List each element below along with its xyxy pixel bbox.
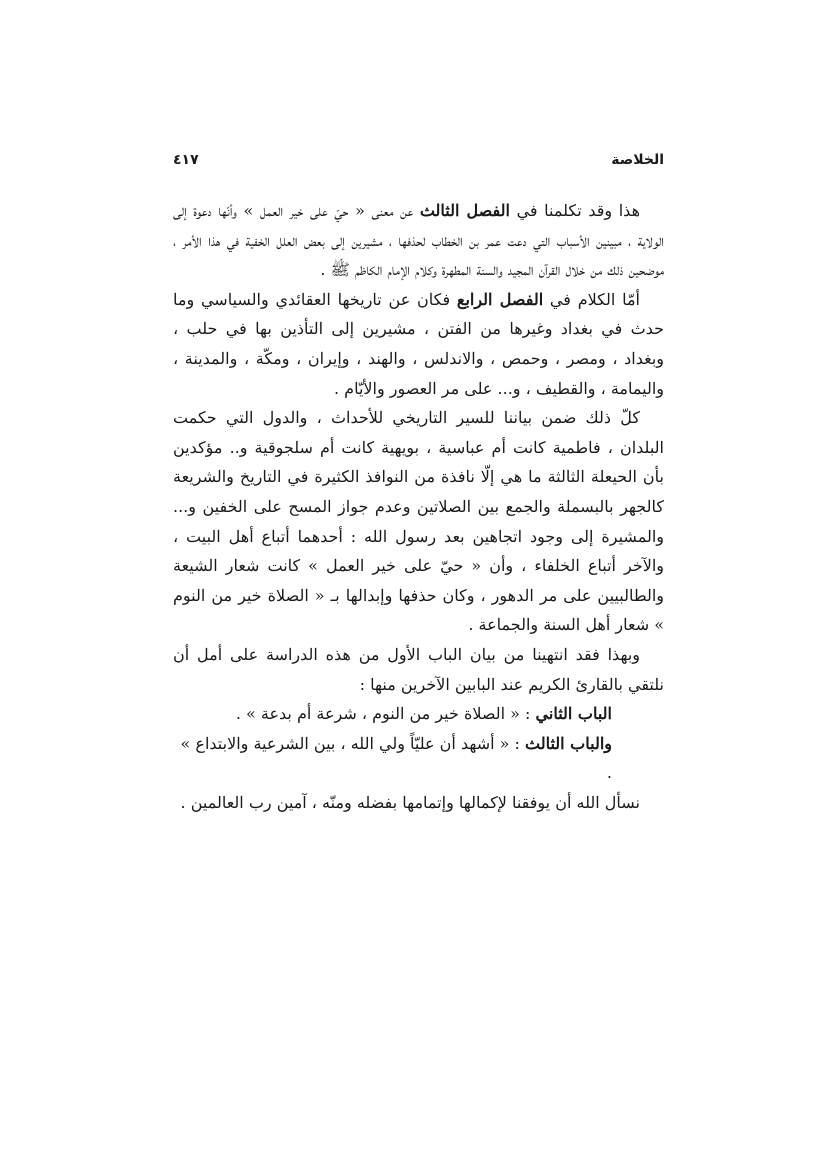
paragraph-4: وبهذا فقد انتهينا من بيان الباب الأول من هذه الدراسة على أمل أن نلتقي بالقارئ الكريم عند البابين الآخرين منها :: [173, 644, 664, 694]
bold-term: الباب الثاني: [535, 704, 612, 724]
section-title: الخلاصة: [611, 152, 664, 168]
page-body: [173, 196, 664, 817]
closing-paragraph: نسأل الله أن يوفقنا لإكمالها وإتمامها بفضله ومنّه ، آمين رب العالمين .: [180, 792, 640, 812]
paragraph-2: أمّا الكلام في الفصل الرابع فكان عن تاريخها العقائدي والسياسي وما حدث في بغداد وغيرها من الفتن ، مشيرين إلى التأذين بها في حلب ، وبغداد ، ومصر ، وحمص ، والاندلس ، والهند ، وإيران ، ومكّة ، والمدينة ، واليمامة ، والقطيف ، و... على مر العصور والأيّام .: [173, 289, 664, 398]
page-number: ٤١٧: [173, 152, 199, 168]
list-item: الباب الثاني : « الصلاة خير من النوم ، شرعة أم بدعة » .: [235, 704, 612, 724]
paragraph-1: هذا وقد تكلمنا في الفصل الثالث عن معنى « حيّ على خير العمل » وأنّها دعوة إلى الولاية ، مبينين الأسباب التي دعت عمر بن الخطاب لحذفها ، مشيرين إلى بعض العلل الخفية في هذا الأمر ، موضحين ذلك من خلال القرآن المجيد والسنة المطهرة وكلام الإمام الكاظم ﷺ .: [173, 201, 664, 280]
bold-term: الفصل الثالث: [419, 201, 510, 220]
bold-term: والباب الثالث: [525, 733, 612, 753]
bold-term: الفصل الرابع: [456, 289, 544, 309]
paragraph-3: كلّ ذلك ضمن بياننا للسير التاريخي للأحداث ، والدول التي حكمت البلدان ، فاطمية كانت أم عباسية ، بويهية كانت أم سلجوقية و.. مؤكدين بأن الحيعلة الثالثة ما هي إلّا نافذة من النوافذ الكثيرة في التاريخ والشريعة كالجهر بالبسملة والجمع بين الصلاتين وعدم جواز المسح على الخفين و... والمشيرة إلى وجود اتجاهين بعد رسول الله : أحدهما أتباع أهل البيت ، والآخر أتباع الخلفاء ، وأن « حيّ على خير العمل » كانت شعار الشيعة والطالبيين على مر الدهور ، وكان حذفها وإبدالها بـ « الصلاة خير من النوم » شعار أهل السنة والجماعة .: [173, 408, 664, 635]
list-item: والباب الثالث : « أشهد أن عليّاً ولي الله ، بين الشرعية والابتداع » .: [180, 733, 612, 783]
page-header: [173, 152, 664, 168]
